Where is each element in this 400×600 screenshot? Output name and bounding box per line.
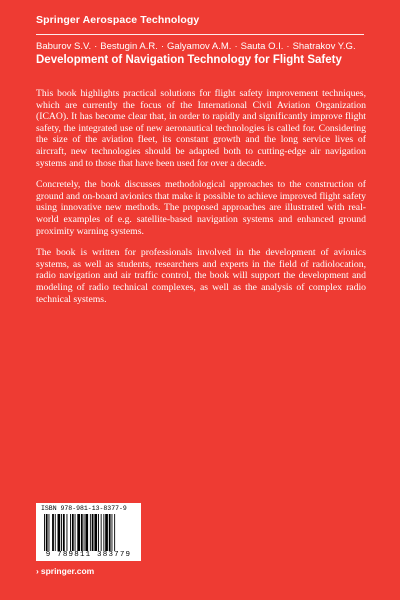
book-title: Development of Navigation Technology for Flight Safety [36,54,342,66]
publisher-url [36,566,94,576]
divider [36,34,364,35]
author: Galyamov A.M. [167,41,232,52]
author-list [36,41,356,52]
barcode-bars-icon [44,514,136,551]
publisher-url-text: springer.com [40,566,95,576]
description-paragraph: Concretely, the book discusses methodological approaches to the construction of ground and on-board avionics that make it possible to achieve improved flight safety using innovative new methods. The proposed approaches are illustrated with real-world examples of e.g. satellite-based navigation systems and enhanced ground proximity warning systems. [36,179,366,237]
author: Bestugin A.R. [100,41,158,52]
book-description [36,88,366,315]
author: Sauta O.I. [240,41,284,52]
separator: · [286,41,290,52]
series-name: Springer Aerospace Technology [36,14,200,26]
barcode-digits: 9 789811 383779 [45,551,132,559]
description-paragraph: The book is written for professionals involved in the development of avionics systems, as well as students, researchers and experts in the field of radiolocation, radio navigation and air traffic control, the book will support the development and modeling of radio technical complexes, as well as the analysis of complex radio technical systems. [36,247,366,305]
description-paragraph: This book highlights practical solutions for flight safety improvement techniques, which are currently the focus of the International Civil Aviation Organization (ICAO). It has become clear that, in order to rapidly and significantly improve flight safety, the integrated use of new aeronautical technologies is called for. Considering the size of the aviation fleet, its constant growth and the long service lives of aircraft, new technologies should be adapted both to cutting-edge air navigation systems and to those that have been used for over a decade. [36,88,366,169]
separator: · [234,41,238,52]
separator: · [160,41,165,52]
author: Shatrakov Y.G. [292,41,356,52]
arrow-icon: › [36,566,39,576]
separator: · [94,41,98,52]
isbn-label: ISBN 978-981-13-8377-9 [41,505,127,512]
author: Baburov S.V. [36,41,92,52]
isbn-barcode [36,503,141,561]
